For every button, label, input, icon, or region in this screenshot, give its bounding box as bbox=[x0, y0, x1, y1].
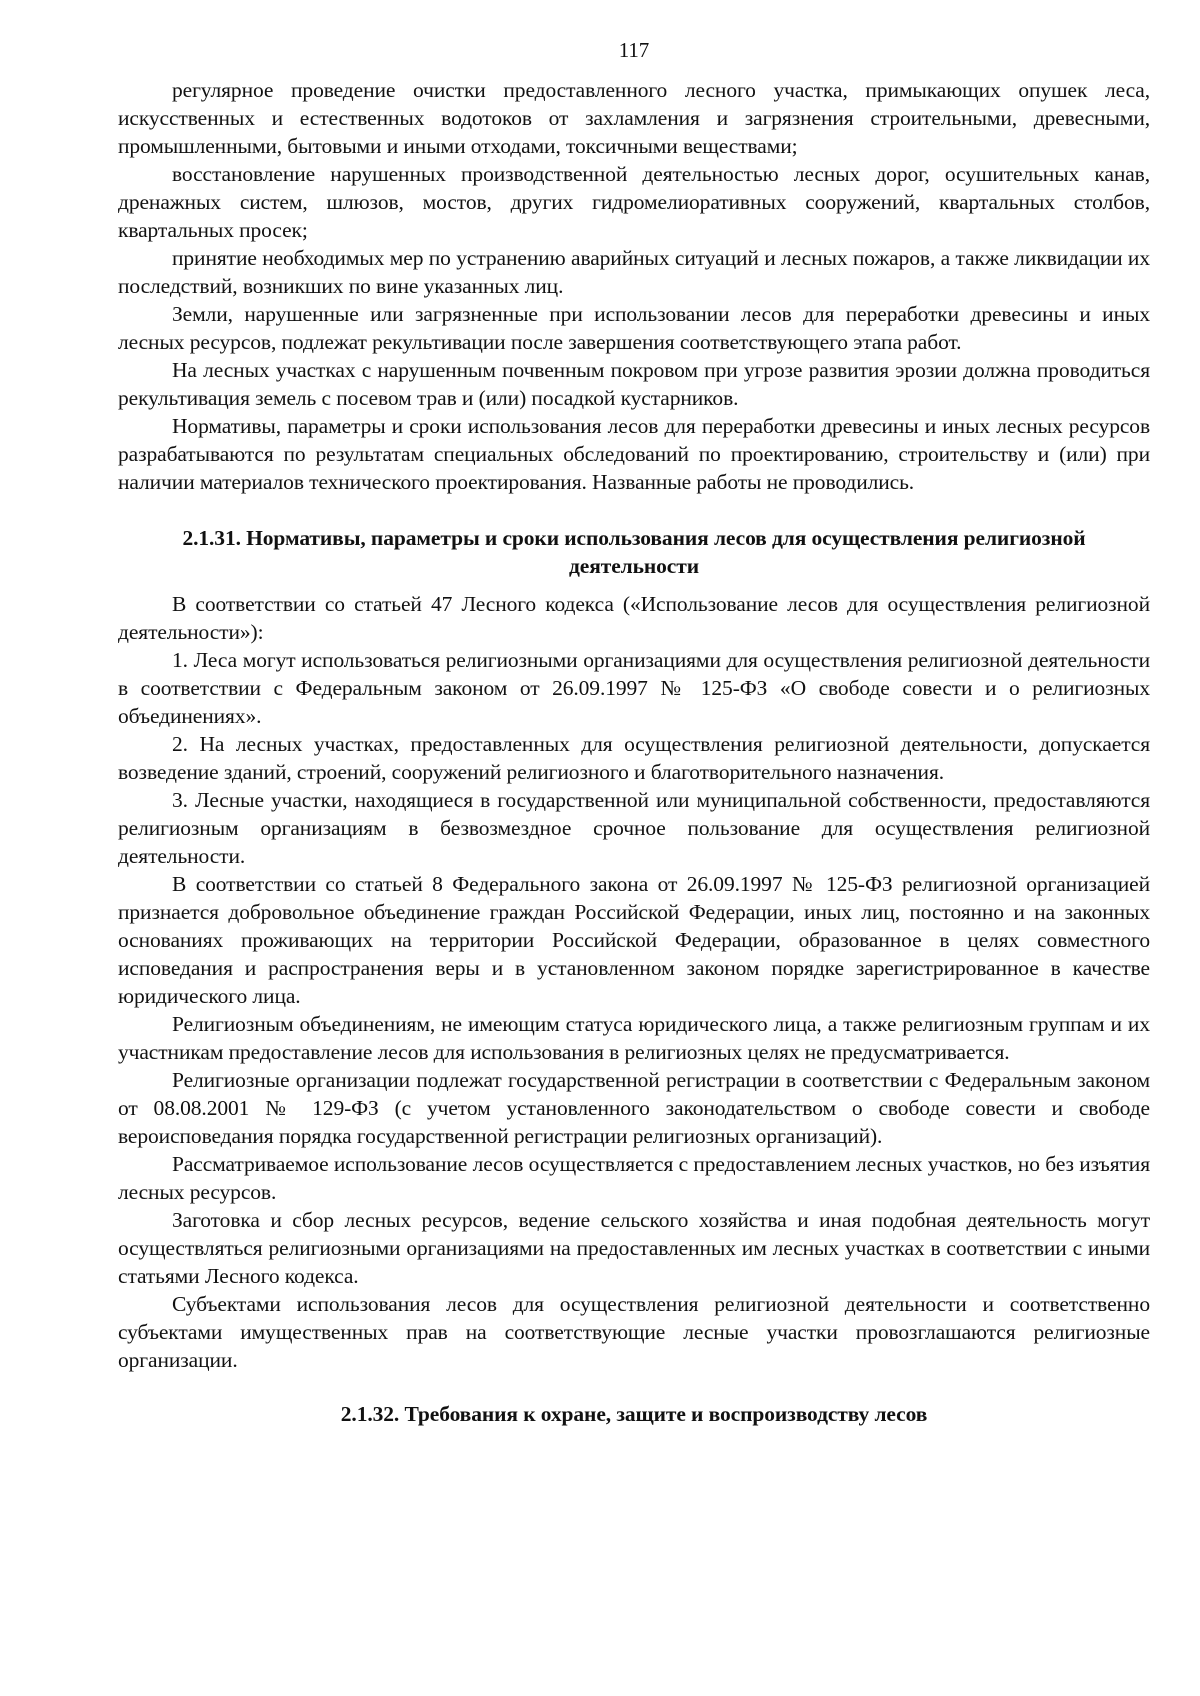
paragraph: Заготовка и сбор лесных ресурсов, ведение сельского хозяйства и иная подобная деятельность могут осуществляться религиозными организациями на предоставленных им лесных участках в соответствии с иными статьями Лесного кодекса. bbox=[118, 1208, 1150, 1288]
page-number: 117 bbox=[618, 38, 650, 62]
paragraph: 2. На лесных участках, предоставленных для осуществления религиозной деятельности, допускается возведение зданий, строений, сооружений религиозного и благотворительного назначения. bbox=[118, 732, 1150, 784]
paragraph: регулярное проведение очистки предоставленного лесного участка, примыкающих опушек леса, искусственных и естественных водотоков от захламления и загрязнения строительными, древесными, промышленными, бытовыми и иными отходами, токсичными веществами; bbox=[118, 78, 1150, 158]
paragraph: Нормативы, параметры и сроки использования лесов для переработки древесины и иных лесных ресурсов разрабатываются по результатам специальных обследований по проектированию, строительству и (или) при наличии материалов технического проектирования. Названные работы не проводились. bbox=[118, 414, 1150, 494]
paragraph: Земли, нарушенные или загрязненные при использовании лесов для переработки древесины и иных лесных ресурсов, подлежат рекультивации после завершения соответствующего этапа работ. bbox=[118, 302, 1150, 354]
paragraph: На лесных участках с нарушенным почвенным покровом при угрозе развития эрозии должна проводиться рекультивация земель с посевом трав и (или) посадкой кустарников. bbox=[118, 358, 1150, 410]
paragraph: 3. Лесные участки, находящиеся в государственной или муниципальной собственности, предоставляются религиозным организациям в безвозмездное срочное пользование для осуществления религиозной деятельности. bbox=[118, 788, 1150, 868]
paragraph: Религиозным объединениям, не имеющим статуса юридического лица, а также религиозным группам и их участникам предоставление лесов для использования в религиозных целях не предусматривается. bbox=[118, 1012, 1150, 1064]
section-heading-2-1-32: 2.1.32. Требования к охране, защите и воспроизводству лесов bbox=[340, 1402, 928, 1426]
paragraph: 1. Леса могут использоваться религиозными организациями для осуществления религиозной деятельности в соответствии с Федеральным законом от 26.09.1997 № 125-ФЗ «О свободе совести и о религиозных объединениях». bbox=[118, 648, 1150, 728]
section-heading-2-1-31: 2.1.31. Нормативы, параметры и сроки использования лесов для осуществления религиозной деятельности bbox=[182, 526, 1086, 578]
paragraph: восстановление нарушенных производственной деятельностью лесных дорог, осушительных канав, дренажных систем, шлюзов, мостов, других гидромелиоративных сооружений, квартальных столбов, квартальных просек; bbox=[118, 162, 1150, 242]
paragraph: Рассматриваемое использование лесов осуществляется с предоставлением лесных участков, но без изъятия лесных ресурсов. bbox=[118, 1152, 1150, 1204]
paragraph: Субъектами использования лесов для осуществления религиозной деятельности и соответственно субъектами имущественных прав на соответствующие лесные участки провозглашаются религиозные организации. bbox=[118, 1292, 1150, 1372]
paragraph: Религиозные организации подлежат государственной регистрации в соответствии с Федеральным законом от 08.08.2001 № 129-ФЗ (с учетом установленного законодательством о свободе совести и свободе вероисповедания порядка государственной регистрации религиозных организаций). bbox=[118, 1068, 1150, 1148]
paragraph: принятие необходимых мер по устранению аварийных ситуаций и лесных пожаров, а также ликвидации их последствий, возникших по вине указанных лиц. bbox=[118, 246, 1150, 298]
paragraph: В соответствии со статьей 47 Лесного кодекса («Использование лесов для осуществления религиозной деятельности»): bbox=[118, 592, 1150, 644]
paragraph: В соответствии со статьей 8 Федерального закона от 26.09.1997 № 125-ФЗ религиозной организацией признается добровольное объединение граждан Российской Федерации, иных лиц, постоянно и на законных основаниях проживающих на территории Российской Федерации, образованное в целях совместного исповедания и распространения веры и в установленном законом порядке зарегистрированное в качестве юридического лица. bbox=[118, 872, 1150, 1008]
